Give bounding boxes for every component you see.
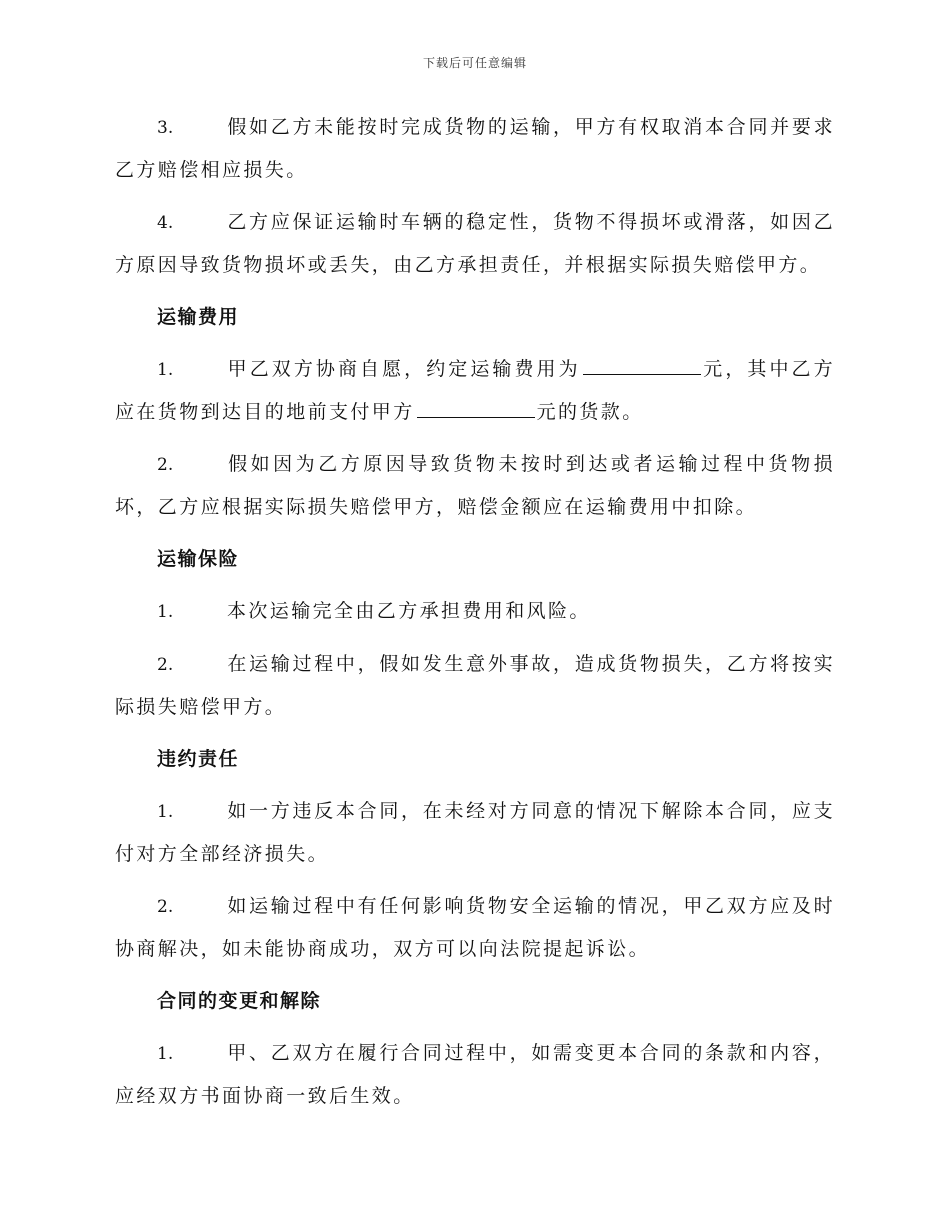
clause-text: 本次运输完全由乙方承担费用和风险。: [227, 600, 591, 622]
clause-text: 假如乙方未能按时完成货物的运输，甲方有权取消本合同并要求乙方赔偿相应损失。: [115, 116, 835, 181]
clause-breach-2: [115, 885, 835, 970]
clause-text: 乙方应保证运输时车辆的稳定性，货物不得损坏或滑落，如因乙方原因导致货物损坏或丢失，由乙方承担责任，并根据实际损失赔偿甲方。: [115, 211, 835, 276]
clause-number: 4.: [157, 213, 174, 233]
clause-number: 3.: [157, 118, 174, 138]
clause-text: 元，其中乙方应在货物到达目的地前支付甲方: [115, 358, 836, 423]
clause-breach-1: [115, 790, 835, 875]
clause-number: 1.: [157, 802, 174, 822]
clause-4: [115, 201, 835, 286]
section-heading-contract-change: 合同的变更和解除: [157, 990, 322, 1012]
page-header-note: 下载后可任意编辑: [422, 56, 527, 70]
document-body: [115, 106, 835, 1127]
clause-3: [115, 106, 835, 191]
clause-number: 2.: [157, 897, 174, 917]
clause-number: 1.: [157, 1044, 174, 1064]
clause-number: 2.: [157, 455, 174, 475]
clause-number: 1.: [157, 360, 174, 380]
clause-insurance-1: [115, 590, 835, 633]
clause-text: 甲乙双方协商自愿，约定运输费用为: [227, 358, 581, 380]
clause-fee-2: [115, 443, 835, 528]
clause-number: 1.: [157, 602, 174, 622]
clause-text: 元的货款。: [536, 401, 644, 423]
clause-number: 2.: [157, 655, 174, 675]
section-heading-transport-fees: 运输费用: [157, 306, 240, 328]
clause-text: 如运输过程中有任何影响货物安全运输的情况，甲乙双方应及时协商解决，如未能协商成功，双方可以向法院提起诉讼。: [115, 895, 835, 960]
clause-insurance-2: [115, 643, 835, 728]
clause-text: 假如因为乙方原因导致货物未按时到达或者运输过程中货物损坏，乙方应根据实际损失赔偿甲方，赔偿金额应在运输费用中扣除。: [115, 453, 835, 518]
clause-text: 甲、乙双方在履行合同过程中，如需变更本合同的条款和内容，应经双方书面协商一致后生效。: [115, 1042, 835, 1107]
clause-text: 如一方违反本合同，在未经对方同意的情况下解除本合同，应支付对方全部经济损失。: [115, 800, 835, 865]
clause-fee-1: [115, 348, 835, 433]
fill-in-blank-payment: [417, 393, 535, 418]
clause-change-1: [115, 1032, 835, 1117]
fill-in-blank-fee: [583, 350, 701, 375]
clause-text: 在运输过程中，假如发生意外事故，造成货物损失，乙方将按实际损失赔偿甲方。: [115, 653, 835, 718]
section-heading-transport-insurance: 运输保险: [157, 548, 240, 570]
section-heading-breach-liability: 违约责任: [157, 748, 240, 770]
